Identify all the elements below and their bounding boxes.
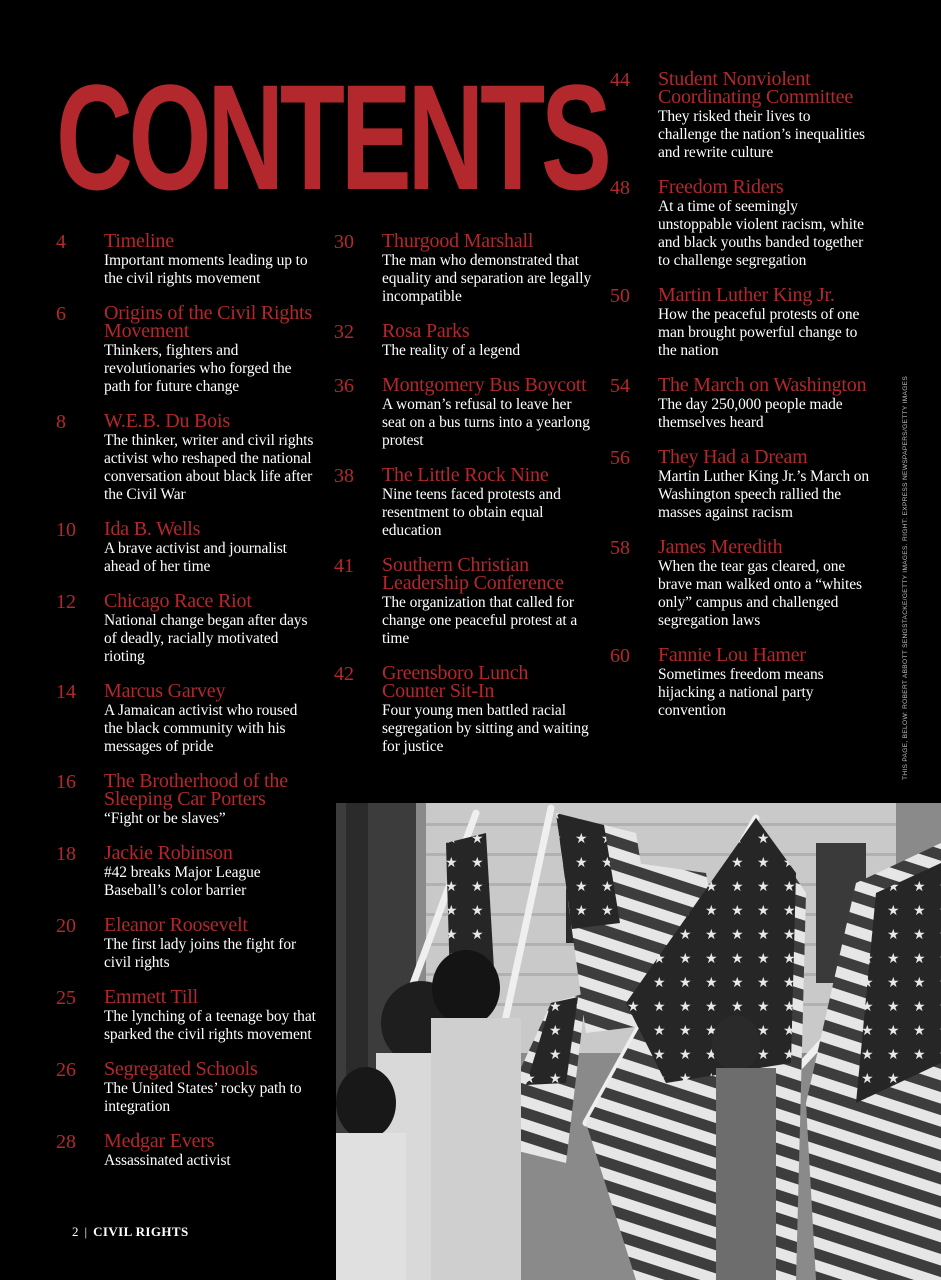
toc-entry[interactable] <box>56 1132 318 1170</box>
toc-entry[interactable] <box>334 556 596 648</box>
toc-entry[interactable] <box>610 178 872 270</box>
toc-entry-description: How the peaceful protests of one man brought powerful change to the nation <box>658 306 860 359</box>
toc-entry-description: The first lady joins the fight for civil rights <box>104 936 297 971</box>
toc-entry-title: Medgar Evers <box>104 1130 215 1152</box>
toc-entry-title: Thurgood Marshall <box>382 230 534 252</box>
toc-page-number: 25 <box>56 987 76 1009</box>
toc-page-number: 4 <box>56 231 66 253</box>
toc-page-number: 16 <box>56 771 76 793</box>
toc-entry-title: The Brotherhood of the Sleeping Car Porters <box>104 770 288 810</box>
toc-page-number: 12 <box>56 591 76 613</box>
toc-entry-description: A brave activist and journalist ahead of her time <box>104 540 287 575</box>
toc-entry-description: At a time of seemingly unstoppable violent racism, white and black youths banded together to challenge segregation <box>658 198 864 269</box>
toc-entry[interactable] <box>334 232 596 306</box>
photo-credit: THIS PAGE, BELOW: ROBERT ABBOTT SENGSTACKE/GETTY IMAGES. RIGHT: EXPRESS NEWSPAPERS/GETTY IMAGES <box>902 375 909 780</box>
toc-entry-description: The reality of a legend <box>382 342 520 359</box>
toc-entry[interactable] <box>56 232 318 288</box>
toc-entry-title: Fannie Lou Hamer <box>658 644 806 666</box>
toc-entry-description: Assassinated activist <box>104 1152 231 1169</box>
toc-entry-description: Important moments leading up to the civil rights movement <box>104 252 308 287</box>
toc-entry-title: The Little Rock Nine <box>382 464 549 486</box>
toc-entry-title: W.E.B. Du Bois <box>104 410 230 432</box>
toc-entry[interactable] <box>610 448 872 522</box>
toc-entry-title: Marcus Garvey <box>104 680 226 702</box>
page-number: 2 <box>72 1224 79 1239</box>
toc-entry-description: A woman’s refusal to leave her seat on a bus turns into a yearlong protest <box>382 396 590 449</box>
toc-entry-description: Thinkers, fighters and revolutionaries who forged the path for future change <box>104 342 292 395</box>
toc-page-number: 50 <box>610 285 630 307</box>
toc-entry-description: “Fight or be slaves” <box>104 810 226 827</box>
toc-entry-description: The United States’ rocky path to integration <box>104 1080 302 1115</box>
toc-entry[interactable] <box>334 376 596 450</box>
toc-entry-title: James Meredith <box>658 536 783 558</box>
toc-entry-title: The March on Washington <box>658 374 867 396</box>
toc-entry-description: Four young men battled racial segregation by sitting and waiting for justice <box>382 702 589 755</box>
toc-page-number: 28 <box>56 1131 76 1153</box>
toc-entry-title: Ida B. Wells <box>104 518 201 540</box>
toc-entry[interactable] <box>56 1060 318 1116</box>
toc-entry-title: Origins of the Civil Rights Movement <box>104 302 312 342</box>
toc-page-number: 56 <box>610 447 630 469</box>
toc-entry-description: National change began after days of deadly, racially motivated rioting <box>104 612 308 665</box>
toc-entry[interactable] <box>610 376 872 432</box>
toc-entry-title: Segregated Schools <box>104 1058 258 1080</box>
toc-page-number: 54 <box>610 375 630 397</box>
toc-entry[interactable] <box>610 286 872 360</box>
toc-entry-description: The organization that called for change one peaceful protest at a time <box>382 594 578 647</box>
toc-entry-description: The day 250,000 people made themselves heard <box>658 396 843 431</box>
toc-entry[interactable] <box>56 772 318 828</box>
toc-entry-description: A Jamaican activist who roused the black community with his messages of pride <box>104 702 298 755</box>
toc-page-number: 6 <box>56 303 66 325</box>
toc-page-number: 58 <box>610 537 630 559</box>
toc-page-number: 36 <box>334 375 354 397</box>
toc-column-3 <box>610 70 872 736</box>
toc-entry-description: Nine teens faced protests and resentment to obtain equal education <box>382 486 561 539</box>
toc-page-number: 38 <box>334 465 354 487</box>
toc-entry-title: Student Nonviolent Coordinating Committee <box>658 68 854 108</box>
toc-page-number: 30 <box>334 231 354 253</box>
toc-page-number: 32 <box>334 321 354 343</box>
toc-entry[interactable] <box>56 304 318 396</box>
toc-entry[interactable] <box>56 520 318 576</box>
toc-entry[interactable] <box>56 682 318 756</box>
toc-entry-description: #42 breaks Major League Baseball’s color barrier <box>104 864 261 899</box>
page-title: CONTENTS <box>56 53 608 221</box>
toc-page-number: 44 <box>610 69 630 91</box>
protest-photo <box>336 803 941 1280</box>
toc-entry[interactable] <box>56 592 318 666</box>
toc-entry-title: Chicago Race Riot <box>104 590 252 612</box>
toc-entry-description: The thinker, writer and civil rights activist who reshaped the national conversation about black life after the Civil War <box>104 432 314 503</box>
toc-entry-title: Emmett Till <box>104 986 198 1008</box>
toc-entry-description: The man who demonstrated that equality and separation are legally incompatible <box>382 252 592 305</box>
toc-entry-title: Freedom Riders <box>658 176 784 198</box>
toc-entry[interactable] <box>610 538 872 630</box>
toc-column-2 <box>334 232 596 772</box>
toc-page-number: 10 <box>56 519 76 541</box>
toc-page-number: 48 <box>610 177 630 199</box>
toc-entry[interactable] <box>334 664 596 756</box>
toc-entry-title: Jackie Robinson <box>104 842 233 864</box>
toc-entry-title: Montgomery Bus Boycott <box>382 374 587 396</box>
toc-page-number: 41 <box>334 555 354 577</box>
toc-page-number: 42 <box>334 663 354 685</box>
section-name: CIVIL RIGHTS <box>93 1224 189 1239</box>
toc-entry-title: Greensboro Lunch Counter Sit-In <box>382 662 529 702</box>
toc-entry-description: When the tear gas cleared, one brave man walked onto a “whites only” campus and challenged segregation laws <box>658 558 862 629</box>
page-footer <box>72 1224 189 1240</box>
footer-separator: | <box>84 1224 88 1239</box>
toc-entry-title: Eleanor Roosevelt <box>104 914 248 936</box>
toc-entry-title: Rosa Parks <box>382 320 470 342</box>
toc-entry[interactable] <box>610 70 872 162</box>
toc-entry-title: Timeline <box>104 230 174 252</box>
toc-page-number: 20 <box>56 915 76 937</box>
toc-entry-description: Sometimes freedom means hijacking a national party convention <box>658 666 824 719</box>
toc-column-1 <box>56 232 318 1186</box>
toc-page-number: 60 <box>610 645 630 667</box>
toc-entry[interactable] <box>56 412 318 504</box>
toc-entry[interactable] <box>334 466 596 540</box>
toc-entry[interactable] <box>610 646 872 720</box>
toc-entry-title: Southern Christian Leadership Conference <box>382 554 564 594</box>
toc-entry-description: The lynching of a teenage boy that sparked the civil rights movement <box>104 1008 316 1043</box>
toc-entry-title: Martin Luther King Jr. <box>658 284 835 306</box>
toc-page-number: 18 <box>56 843 76 865</box>
toc-entry-description: Martin Luther King Jr.’s March on Washington speech rallied the masses against racism <box>658 468 870 521</box>
toc-entry[interactable] <box>56 988 318 1044</box>
toc-entry-title: They Had a Dream <box>658 446 808 468</box>
toc-page-number: 8 <box>56 411 66 433</box>
toc-entry[interactable] <box>56 916 318 972</box>
toc-page-number: 26 <box>56 1059 76 1081</box>
toc-entry[interactable] <box>334 322 596 360</box>
toc-entry-description: They risked their lives to challenge the nation’s inequalities and rewrite culture <box>658 108 865 161</box>
toc-entry[interactable] <box>56 844 318 900</box>
toc-page-number: 14 <box>56 681 76 703</box>
